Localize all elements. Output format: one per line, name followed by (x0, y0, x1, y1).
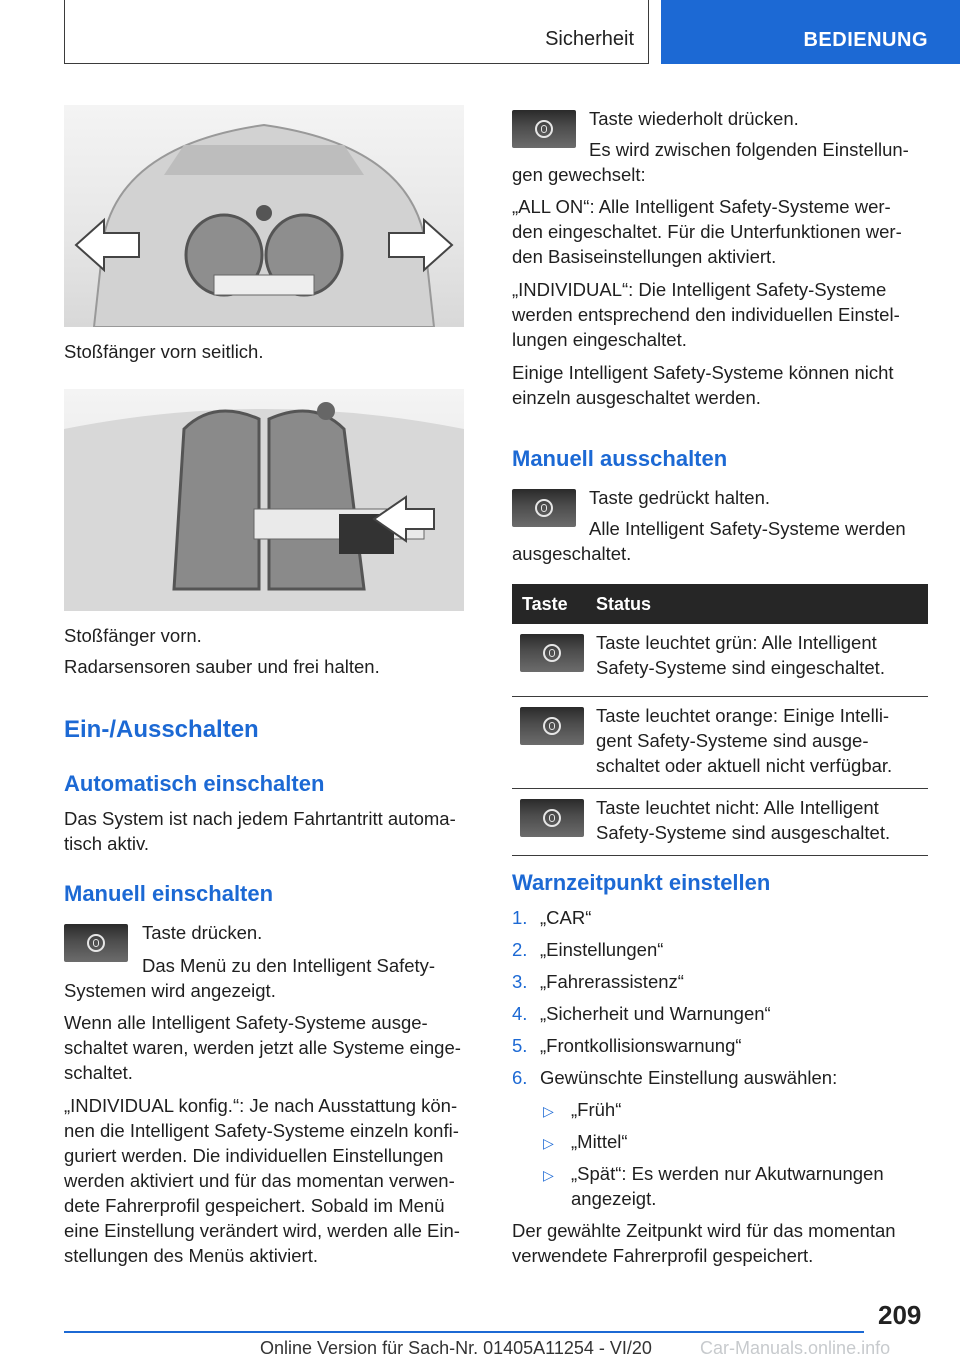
status-line: Taste leuchtet grün: Alle Intelligent (596, 632, 877, 653)
paragraph-line: „INDIVIDUAL“: Die Intelligent Safety-Systeme (512, 279, 887, 300)
heading-manuell-einschalten: Manuell einschalten (64, 881, 274, 906)
step-number: 1. (512, 907, 528, 928)
table-header-taste: Taste (512, 584, 596, 624)
paragraph-line: den Basiseinstellungen aktiviert. (512, 246, 777, 267)
step-number: 3. (512, 971, 528, 992)
option-text: angezeigt. (571, 1188, 657, 1209)
radar-note: Radarsensoren sauber und frei halten. (64, 656, 380, 677)
table-cell-status (596, 624, 928, 696)
caption-bumper-front: Stoßfänger vorn. (64, 625, 202, 646)
step-number: 5. (512, 1035, 528, 1056)
step-number: 6. (512, 1067, 528, 1088)
safety-button-icon (87, 934, 105, 952)
safety-button-image (64, 924, 128, 962)
header-chapter-tab (661, 0, 960, 64)
step-text: Gewünschte Einstellung auswählen: (540, 1067, 838, 1088)
paragraph-all-on (512, 194, 902, 269)
safety-button-icon (543, 644, 561, 662)
table-row (512, 696, 928, 788)
list-item (512, 969, 684, 994)
option-text: „Mittel“ (571, 1131, 628, 1152)
status-line: schaltet oder aktuell nicht verfügbar. (596, 754, 893, 776)
step-text: „Einstellungen“ (540, 939, 664, 960)
safety-button-icon (535, 499, 553, 517)
list-item (512, 1001, 771, 1026)
safety-button-orange-image (520, 707, 584, 745)
paragraph-einige (512, 360, 894, 410)
footer-divider (64, 1331, 864, 1333)
safety-button-icon (535, 120, 553, 138)
paragraph-line: schaltet. (64, 1062, 133, 1083)
paragraph-line: schaltet waren, werden jetzt alle Systeme einge- (64, 1037, 461, 1058)
auto-text-line2: tisch aktiv. (64, 833, 149, 854)
list-item (512, 1033, 742, 1058)
table-row (512, 788, 928, 855)
repeat-step: Taste wiederholt drücken. (589, 108, 799, 129)
status-line: Taste leuchtet nicht: Alle Intelligent (596, 796, 879, 818)
safety-button-green-image (520, 634, 584, 672)
manual-on-result-2: Systemen wird angezeigt. (64, 980, 276, 1001)
table-header-status: Status (596, 584, 928, 624)
heading-warnzeitpunkt: Warnzeitpunkt einstellen (512, 870, 771, 895)
list-item (543, 1161, 884, 1188)
page-number: 209 (878, 1300, 922, 1330)
paragraph-line: Einige Intelligent Safety-Systeme können nicht (512, 362, 894, 383)
table-header-row (512, 584, 928, 624)
repeat-result-2: gen gewechselt: (512, 164, 646, 185)
triangle-bullet-icon: ▷ (543, 1167, 554, 1183)
table-cell-button (512, 696, 596, 788)
manual-off-result-2: ausgeschaltet. (512, 543, 632, 564)
repeat-result-1: Es wird zwischen folgenden Einstellun- (589, 139, 909, 160)
watermark: Car-Manuals.online.info (700, 1338, 891, 1358)
header-section-label: Sicherheit (545, 28, 634, 50)
step-text: „CAR“ (540, 907, 592, 928)
paragraph-line: stellungen des Menüs aktiviert. (64, 1245, 318, 1266)
status-line: Safety-Systeme sind eingeschaltet. (596, 657, 885, 678)
header-chapter-label: BEDIENUNG (803, 29, 928, 51)
table-cell-status (596, 696, 928, 788)
status-line: gent Safety-Systeme sind ausge- (596, 729, 869, 751)
step-text: „Frontkollisionswarnung“ (540, 1035, 742, 1056)
safety-button-icon (543, 809, 561, 827)
manual-on-step: Taste drücken. (142, 922, 263, 943)
paragraph-line: dete Fahrerprofil gespeichert. Sobald im Menü (64, 1195, 445, 1216)
step-text: „Fahrerassistenz“ (540, 971, 684, 992)
paragraph-line: Wenn alle Intelligent Safety-Systeme ausge- (64, 1012, 428, 1033)
paragraph-line: werden aktiviert und für das momentan verwen- (64, 1170, 455, 1191)
caption-bumper-side: Stoßfänger vorn seitlich. (64, 341, 264, 362)
triangle-bullet-icon: ▷ (543, 1135, 554, 1151)
paragraph-individual (512, 277, 900, 352)
table-cell-button (512, 788, 596, 855)
photo-bumper-front (64, 389, 464, 611)
manual-on-result-1: Das Menü zu den Intelligent Safety- (142, 955, 436, 976)
table-cell-button (512, 624, 596, 696)
step-text: „Sicherheit und Warnungen“ (540, 1003, 771, 1024)
auto-text-line1: Das System ist nach jedem Fahrtantritt automa- (64, 808, 456, 829)
list-item (512, 1065, 837, 1090)
manual-off-step: Taste gedrückt halten. (589, 487, 770, 508)
footer-online-version: Online Version für Sach-Nr. 01405A11254 - VI/20 (260, 1338, 652, 1358)
option-text: „Spät“: Es werden nur Akutwarnungen (571, 1163, 884, 1184)
triangle-bullet-icon: ▷ (543, 1103, 554, 1119)
paragraph-line: den eingeschaltet. Für die Unterfunktionen wer- (512, 221, 902, 242)
status-line: Safety-Systeme sind ausgeschaltet. (596, 821, 891, 843)
list-item (512, 905, 591, 930)
heading-automatisch: Automatisch einschalten (64, 771, 325, 796)
paragraph-line: werden entsprechend den individuellen Einstel- (512, 304, 900, 325)
paragraph-line: Der gewählte Zeitpunkt wird für das momentan (512, 1220, 896, 1241)
paragraph-closing (512, 1218, 896, 1268)
safety-button-image (512, 489, 576, 527)
car-front-illustration (64, 389, 464, 611)
paragraph-line: verwendete Fahrerprofil gespeichert. (512, 1245, 814, 1266)
paragraph-line: eine Einstellung verändert wird, werden alle Ein- (64, 1220, 460, 1241)
list-item (543, 1097, 621, 1124)
step-number: 2. (512, 939, 528, 960)
option-text: „Früh“ (571, 1099, 622, 1120)
paragraph-all-off (64, 1010, 461, 1085)
paragraph-line: guriert werden. Die individuellen Einstellungen (64, 1145, 444, 1166)
manual-off-result-1: Alle Intelligent Safety-Systeme werden (589, 518, 906, 539)
paragraph-individual-konfig (64, 1093, 460, 1268)
list-item (543, 1129, 628, 1156)
paragraph-line: einzeln ausgeschaltet werden. (512, 387, 761, 408)
list-item-continued (543, 1186, 656, 1211)
table-row (512, 624, 928, 696)
car-front-side-illustration (64, 105, 464, 327)
paragraph-line: lungen eingeschaltet. (512, 329, 687, 350)
list-item (512, 937, 663, 962)
paragraph-line: „INDIVIDUAL konfig.“: Je nach Ausstattung kön- (64, 1095, 458, 1116)
heading-ein-ausschalten: Ein-/Ausschalten (64, 716, 259, 743)
safety-button-off-image (520, 799, 584, 837)
safety-button-image (512, 110, 576, 148)
paragraph-line: nen die Intelligent Safety-Systeme einzeln konfi- (64, 1120, 459, 1141)
header-section-tab (64, 0, 649, 64)
step-number: 4. (512, 1003, 528, 1024)
status-table (512, 584, 928, 856)
status-line: Taste leuchtet orange: Einige Intelli- (596, 704, 890, 726)
table-cell-status (596, 788, 928, 855)
heading-manuell-ausschalten: Manuell ausschalten (512, 446, 728, 471)
paragraph-line: „ALL ON“: Alle Intelligent Safety-Systeme wer- (512, 196, 891, 217)
photo-bumper-side (64, 105, 464, 327)
safety-button-icon (543, 717, 561, 735)
